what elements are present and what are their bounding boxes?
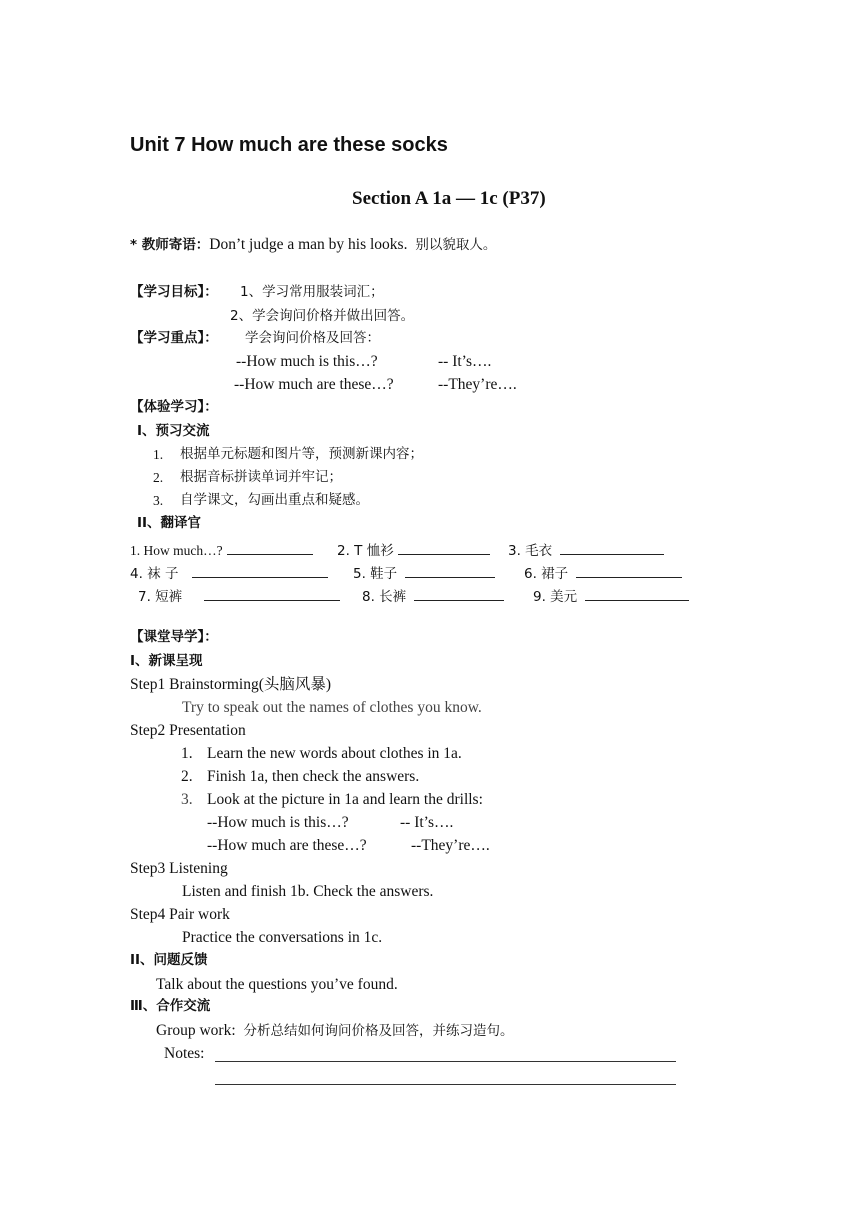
answer-blank[interactable] <box>414 586 504 601</box>
answer-blank[interactable] <box>192 563 328 578</box>
classroom-label: 【课堂导学】： <box>130 629 218 645</box>
feedback-text: Talk about the questions you’ve found. <box>156 976 398 993</box>
goal-item-2: 2、学会询问价格并做出回答。 <box>230 308 415 324</box>
step4-text: Practice the conversations in 1c. <box>182 929 383 946</box>
experience-label: 【体验学习】： <box>130 399 218 415</box>
translate-item-5: 5. 鞋子 <box>353 563 495 583</box>
page-title: Unit 7 How much are these socks <box>130 134 448 156</box>
group-work-text: 分析总结如何询问价格及回答，并练习造句。 <box>243 1023 514 1039</box>
motto-english: Don’t judge a man by his looks. <box>209 236 408 253</box>
step1-title: Step1 Brainstorming(头脑风暴) <box>130 676 332 693</box>
preview-item-2: 根据音标拼读单词并牢记； <box>180 469 342 485</box>
group-work-line <box>156 1022 514 1040</box>
preview-num-1: 1. <box>153 447 164 462</box>
goal-item-1: 1、学习常用服装词汇； <box>240 284 384 300</box>
answer-blank[interactable] <box>560 540 664 555</box>
translate-item-4: 4. 袜 子 <box>130 563 328 583</box>
preview-item-3: 自学课文，勾画出重点和疑感。 <box>180 492 369 508</box>
preview-num-3: 3. <box>153 493 164 508</box>
group-work-label: Group work: <box>156 1022 236 1039</box>
answer-blank[interactable] <box>227 540 313 555</box>
focus-label: 【学习重点】： <box>130 330 218 346</box>
step2-num-3: 3. <box>181 791 193 808</box>
preview-item-1: 根据单元标题和图片等，预测新课内容； <box>180 446 423 462</box>
motto-chinese: 别以貌取人。 <box>415 237 497 253</box>
step2-drill-a2: --They’re…. <box>411 837 490 854</box>
translate-item-7: 7. 短裤 <box>138 586 340 606</box>
step4-title: Step4 Pair work <box>130 906 230 923</box>
step2-item-1: Learn the new words about clothes in 1a. <box>207 745 462 762</box>
answer-blank[interactable] <box>204 586 340 601</box>
step2-drill-a1: -- It’s…. <box>400 814 454 831</box>
preview-num-2: 2. <box>153 470 164 485</box>
step3-text: Listen and finish 1b. Check the answers. <box>182 883 434 900</box>
notes-line-1[interactable] <box>215 1061 676 1062</box>
notes-line-2[interactable] <box>215 1084 676 1085</box>
focus-drill-a2: --They’re…. <box>438 376 517 393</box>
translate-item-9: 9. 美元 <box>533 586 689 606</box>
step2-drill-q1: --How much is this…? <box>207 814 349 831</box>
translate-heading: II、翻译官 <box>137 515 202 531</box>
step2-drill-q2: --How much are these…? <box>207 837 367 854</box>
section-title: Section A 1a — 1c (P37) <box>352 188 546 209</box>
preview-heading: I、预习交流 <box>137 423 210 439</box>
feedback-heading: II、问题反馈 <box>130 952 208 968</box>
answer-blank[interactable] <box>576 563 682 578</box>
focus-text: 学会询问价格及回答： <box>245 330 380 346</box>
answer-blank[interactable] <box>585 586 689 601</box>
translate-item-8: 8. 长裤 <box>362 586 504 606</box>
answer-blank[interactable] <box>398 540 490 555</box>
coop-heading: Ⅲ、合作交流 <box>130 998 211 1014</box>
step2-title: Step2 Presentation <box>130 722 246 739</box>
step1-text: Try to speak out the names of clothes you know. <box>182 699 482 716</box>
answer-blank[interactable] <box>405 563 495 578</box>
step2-num-2: 2. <box>181 768 193 785</box>
focus-drill-a1: -- It’s…. <box>438 353 492 370</box>
goals-label: 【学习目标】： <box>130 284 218 300</box>
translate-item-3: 3. 毛衣 <box>508 540 664 560</box>
motto-label: * 教师寄语： <box>130 237 210 253</box>
step2-item-2: Finish 1a, then check the answers. <box>207 768 420 785</box>
focus-drill-q2: --How much are these…? <box>234 376 394 393</box>
step2-num-1: 1. <box>181 745 193 762</box>
translate-item-6: 6. 裙子 <box>524 563 682 583</box>
step3-title: Step3 Listening <box>130 860 228 877</box>
new-lesson-heading: I、新课呈现 <box>130 653 203 669</box>
step2-item-3: Look at the picture in 1a and learn the drills: <box>207 791 483 808</box>
focus-drill-q1: --How much is this…? <box>236 353 378 370</box>
translate-item-2: 2. T 恤衫 <box>337 540 490 560</box>
motto-line <box>130 236 496 254</box>
translate-item-1: 1. How much…? <box>130 540 313 559</box>
notes-label: Notes: <box>164 1045 205 1062</box>
